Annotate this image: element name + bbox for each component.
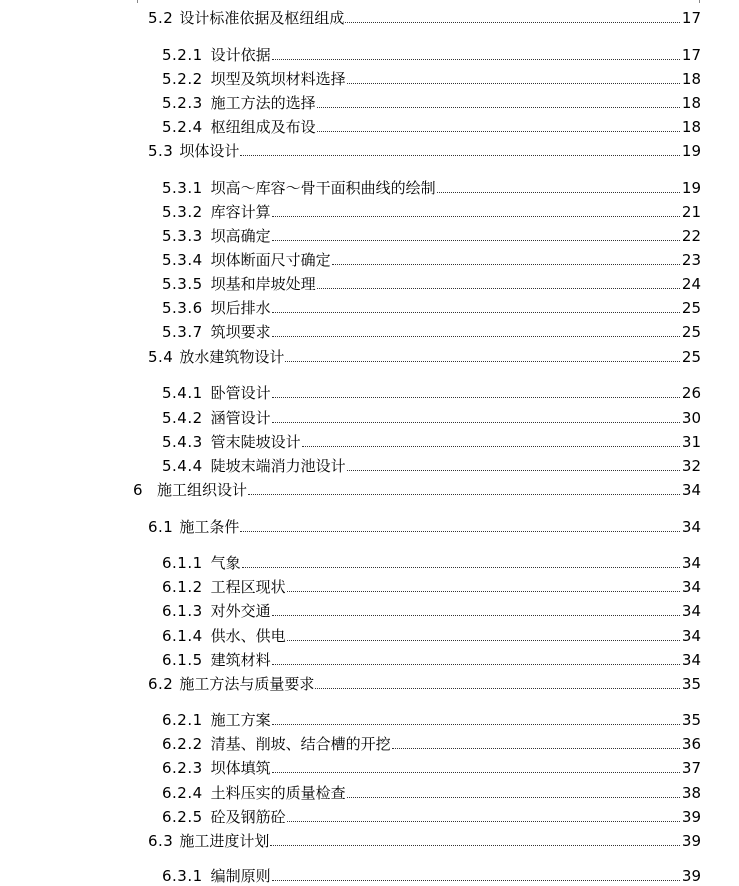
toc-entry-page: 19 [681, 179, 701, 197]
toc-leader-dots [272, 880, 680, 881]
toc-entry-title: 施工方法的选择 [210, 94, 316, 112]
toc-entry-page: 38 [681, 784, 701, 802]
toc-entry[interactable] [162, 178, 701, 198]
toc-entry-page: 34 [681, 602, 701, 620]
toc-entry-title: 坝后排水 [210, 299, 271, 317]
toc-entry-page: 19 [681, 142, 701, 160]
toc-entry[interactable] [133, 480, 701, 500]
toc-entry-title: 坝高确定 [210, 227, 271, 245]
toc-entry-page: 25 [681, 348, 701, 366]
toc-entry-number: 6.2.1 [162, 711, 203, 729]
toc-entry-page: 39 [681, 808, 701, 826]
toc-entry[interactable] [148, 831, 701, 851]
toc-leader-dots [437, 192, 680, 193]
toc-entry-number: 5.4 [148, 348, 174, 366]
toc-entry-number: 6.1.1 [162, 554, 203, 572]
toc-entry-page: 32 [681, 457, 701, 475]
toc-entry-page: 34 [681, 518, 701, 536]
toc-entry-page: 24 [681, 275, 701, 293]
toc-entry-page: 23 [681, 251, 701, 269]
toc-entry-page: 31 [681, 433, 701, 451]
toc-entry-page: 25 [681, 299, 701, 317]
toc-leader-dots [392, 748, 680, 749]
toc-entry-number: 5.2.1 [162, 46, 203, 64]
toc-leader-dots [332, 264, 680, 265]
toc-entry[interactable] [162, 383, 701, 403]
toc-entry-number: 5.4.4 [162, 457, 203, 475]
toc-entry-title: 施工方法与质量要求 [179, 675, 315, 693]
toc-entry-title: 设计依据 [210, 46, 271, 64]
toc-entry-number: 6.2.2 [162, 735, 203, 753]
toc-entry-title: 放水建筑物设计 [179, 348, 285, 366]
toc-entry-number: 5.2.3 [162, 94, 203, 112]
toc-entry-number: 6.3.1 [162, 867, 203, 885]
toc-entry[interactable] [148, 347, 701, 367]
toc-entry-title: 坝体填筑 [210, 759, 271, 777]
toc-entry-number: 6.1.2 [162, 578, 203, 596]
toc-leader-dots [317, 107, 680, 108]
toc-leader-dots [285, 361, 680, 362]
toc-leader-dots [272, 59, 680, 60]
toc-entry-number: 6 [133, 481, 144, 499]
toc-entry-number: 6.1.3 [162, 602, 203, 620]
toc-entry[interactable] [162, 553, 701, 573]
toc-leader-dots [272, 397, 680, 398]
toc-entry[interactable] [148, 674, 701, 694]
toc-entry-title: 设计标准依据及枢纽组成 [179, 9, 345, 27]
toc-entry[interactable] [162, 650, 701, 670]
toc-entry-page: 18 [681, 118, 701, 136]
toc-entry[interactable] [162, 226, 701, 246]
toc-entry-title: 清基、削坡、结合槽的开挖 [210, 735, 391, 753]
toc-entry[interactable] [162, 250, 701, 270]
toc-entry-title: 对外交通 [210, 602, 271, 620]
toc-entry[interactable] [162, 322, 701, 342]
toc-leader-dots [345, 22, 680, 23]
toc-entry[interactable] [162, 117, 701, 137]
toc-entry[interactable] [162, 456, 701, 476]
toc-entry-number: 6.3 [148, 832, 174, 850]
toc-entry-page: 34 [681, 481, 701, 499]
toc-leader-dots [240, 155, 680, 156]
toc-entry[interactable] [162, 626, 701, 646]
toc-entry-title: 工程区现状 [210, 578, 286, 596]
toc-leader-dots [347, 470, 680, 471]
toc-entry-title: 施工条件 [179, 518, 240, 536]
toc-entry-title: 气象 [210, 554, 241, 572]
toc-entry-title: 编制原则 [210, 867, 271, 885]
toc-entry-page: 34 [681, 627, 701, 645]
toc-entry-page: 34 [681, 554, 701, 572]
toc-leader-dots [272, 615, 680, 616]
toc-leader-dots [272, 336, 680, 337]
toc-leader-dots [347, 797, 680, 798]
toc-entry-page: 35 [681, 675, 701, 693]
toc-entry-partial-container [162, 866, 701, 885]
toc-entry-title: 供水、供电 [210, 627, 286, 645]
toc-leader-dots [287, 591, 680, 592]
toc-entry-number: 5.3.6 [162, 299, 203, 317]
toc-entry-page: 18 [681, 94, 701, 112]
toc-leader-dots [272, 772, 680, 773]
toc-entry-number: 6.2 [148, 675, 174, 693]
toc-leader-dots [272, 724, 680, 725]
toc-entry-number: 6.1 [148, 518, 174, 536]
toc-entry[interactable] [148, 141, 701, 161]
toc-leader-dots [347, 83, 680, 84]
toc-entry-number: 5.3.5 [162, 275, 203, 293]
toc-entry[interactable] [162, 783, 701, 803]
toc-leader-dots [315, 688, 680, 689]
toc-entry-number: 6.2.3 [162, 759, 203, 777]
toc-entry[interactable] [162, 734, 701, 754]
toc-entry-title: 坝基和岸坡处理 [210, 275, 316, 293]
toc-leader-dots [287, 640, 680, 641]
toc-entry-page: 25 [681, 323, 701, 341]
toc-entry-page: 17 [681, 9, 701, 27]
toc-entry-number: 6.1.5 [162, 651, 203, 669]
toc-entry-title: 坝体设计 [179, 142, 240, 160]
toc-entry[interactable] [162, 577, 701, 597]
toc-entry-title: 涵管设计 [210, 409, 271, 427]
toc-entry-title: 施工组织设计 [157, 481, 248, 499]
toc-entry[interactable] [162, 45, 701, 65]
toc-entry-page: 39 [681, 832, 701, 850]
toc-entry[interactable] [148, 8, 701, 28]
toc-entry-title: 枢纽组成及布设 [210, 118, 316, 136]
toc-leader-dots [240, 531, 680, 532]
toc-leader-dots [272, 240, 680, 241]
toc-entry-number: 6.2.4 [162, 784, 203, 802]
toc-entry[interactable] [162, 298, 701, 318]
toc-entry-title: 陡坡末端消力池设计 [210, 457, 346, 475]
toc-leader-dots [302, 446, 680, 447]
toc-entry-number: 5.2.4 [162, 118, 203, 136]
toc-entry-title: 施工进度计划 [179, 832, 270, 850]
toc-entry-number: 5.3.7 [162, 323, 203, 341]
toc-entry-title: 库容计算 [210, 203, 271, 221]
toc-entry-page: 34 [681, 578, 701, 596]
toc-entry-title: 卧管设计 [210, 384, 271, 402]
toc-leader-dots [272, 664, 680, 665]
toc-entry-page: 35 [681, 711, 701, 729]
toc-entry-number: 5.3.2 [162, 203, 203, 221]
toc-entry-page: 22 [681, 227, 701, 245]
toc-leader-dots [272, 422, 680, 423]
toc-entry-title: 建筑材料 [210, 651, 271, 669]
toc-entry-title: 施工方案 [210, 711, 271, 729]
toc-entry-title: 土料压实的质量检查 [210, 784, 346, 802]
toc-entry[interactable] [162, 202, 701, 222]
toc-entry-page: 18 [681, 70, 701, 88]
toc-entry[interactable] [148, 517, 701, 537]
toc-entry-number: 5.2 [148, 9, 174, 27]
toc-entry-page: 34 [681, 651, 701, 669]
toc-entry-title: 坝体断面尺寸确定 [210, 251, 331, 269]
toc-entry-title: 筑坝要求 [210, 323, 271, 341]
toc-entry-number: 5.4.1 [162, 384, 203, 402]
toc-entry[interactable] [162, 601, 701, 621]
toc-entry[interactable] [162, 408, 701, 428]
toc-leader-dots [317, 131, 680, 132]
toc-entry-page: 36 [681, 735, 701, 753]
toc-entry[interactable] [162, 69, 701, 89]
toc-entry-page: 39 [681, 867, 701, 885]
toc-leader-dots [242, 567, 680, 568]
toc-entry-number: 5.4.3 [162, 433, 203, 451]
toc-entry-page: 26 [681, 384, 701, 402]
toc-entry-number: 6.2.5 [162, 808, 203, 826]
toc-entry[interactable] [162, 432, 701, 452]
toc-entry-number: 5.3.4 [162, 251, 203, 269]
toc-entry-page: 21 [681, 203, 701, 221]
toc-entry-number: 5.3.3 [162, 227, 203, 245]
toc-entry[interactable] [162, 93, 701, 113]
toc-leader-dots [272, 216, 680, 217]
toc-leader-dots [272, 312, 680, 313]
toc-entry-number: 5.3.1 [162, 179, 203, 197]
toc-entry-page: 30 [681, 409, 701, 427]
toc-entry-number: 5.2.2 [162, 70, 203, 88]
toc-leader-dots [287, 821, 680, 822]
toc-entry[interactable] [162, 807, 701, 827]
toc-entry[interactable] [162, 274, 701, 294]
toc-entry-title: 坝高～库容～骨干面积曲线的绘制 [210, 179, 436, 197]
toc-entry-title: 管末陡坡设计 [210, 433, 301, 451]
toc-entry-number: 5.3 [148, 142, 174, 160]
toc-entry-number: 6.1.4 [162, 627, 203, 645]
toc-leader-dots [248, 494, 680, 495]
toc-entry-page: 37 [681, 759, 701, 777]
toc-leader-dots [317, 288, 680, 289]
toc-entry-title: 砼及钢筋砼 [210, 808, 286, 826]
toc-entry-page: 17 [681, 46, 701, 64]
toc-entry-partial[interactable] [162, 866, 701, 886]
toc-entry-title: 坝型及筑坝材料选择 [210, 70, 346, 88]
toc-entry-number: 5.4.2 [162, 409, 203, 427]
toc-entry[interactable] [162, 710, 701, 730]
toc-entry[interactable] [162, 758, 701, 778]
toc-leader-dots [270, 845, 680, 846]
